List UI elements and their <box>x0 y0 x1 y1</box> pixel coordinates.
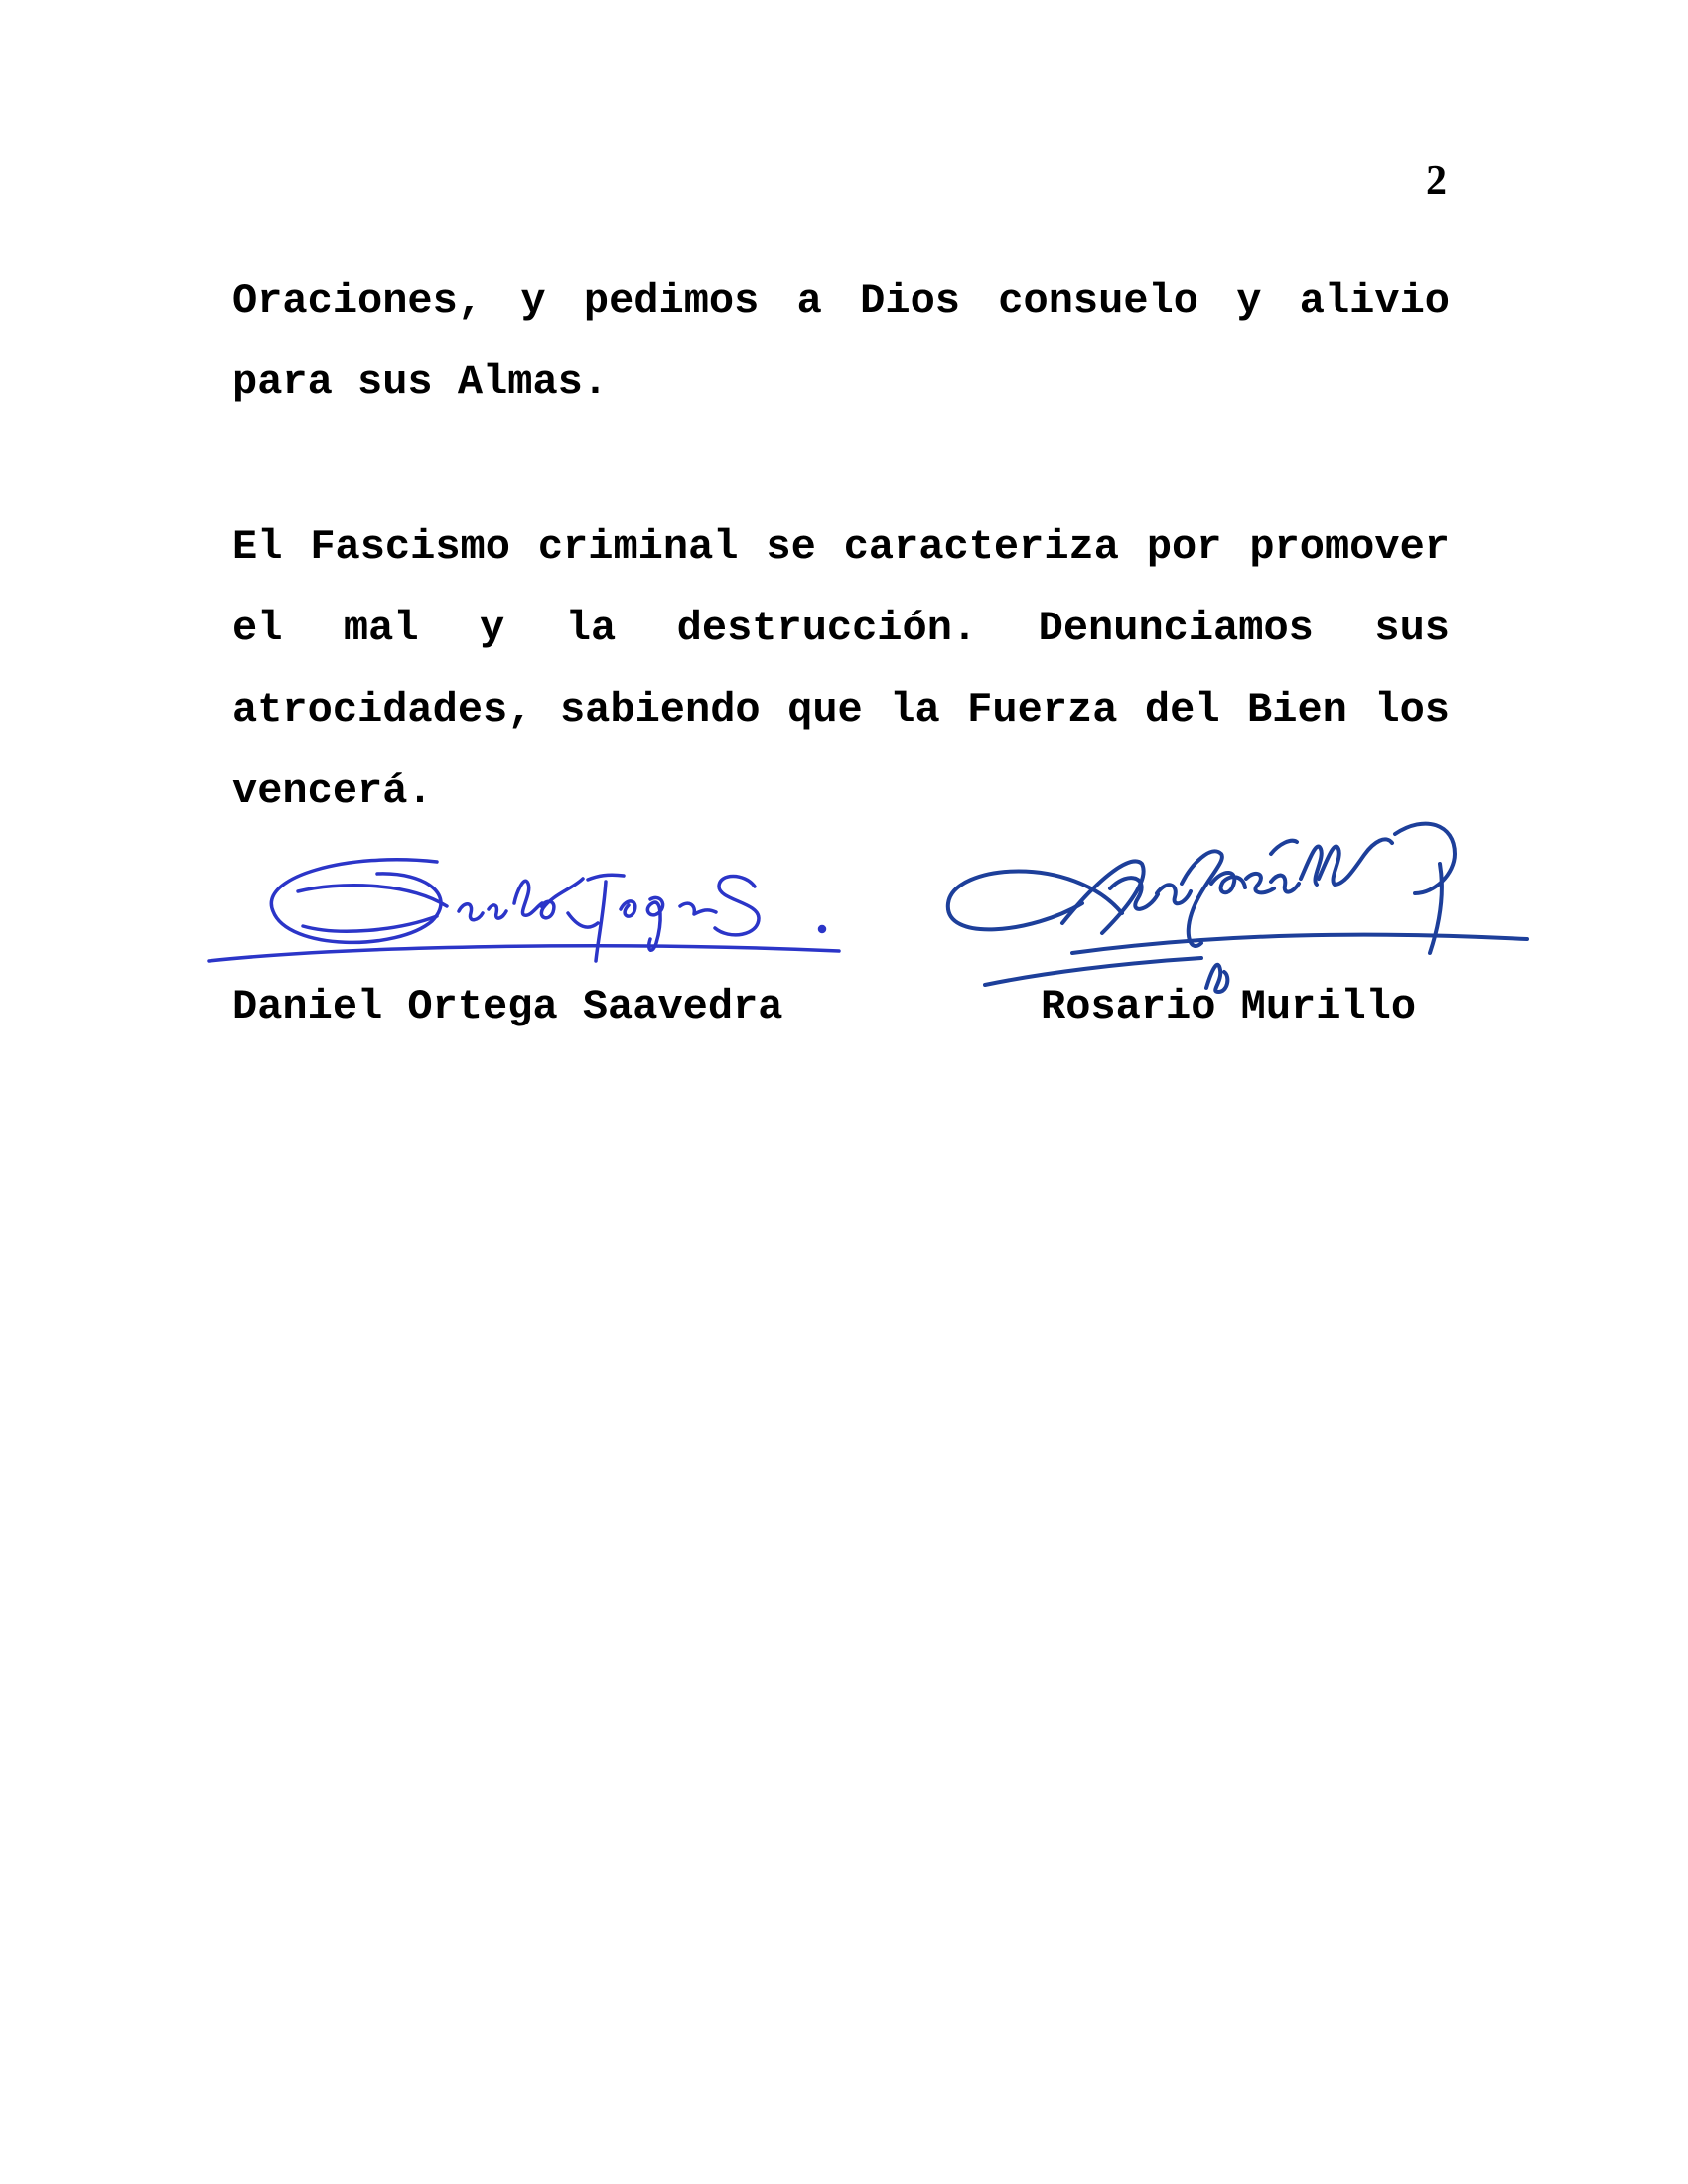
paragraph-2: El Fascismo criminal se caracteriza por promover el mal y la destrucción. Denunciamos sus atrocidades, sabiendo que la Fuerza del Bien los vencerá. <box>232 523 1450 815</box>
signature-daniel-ortega <box>199 852 854 991</box>
page-number: 2 <box>1426 158 1447 204</box>
signature-rosario-murillo <box>943 794 1549 1013</box>
paragraph-1: Oraciones, y pedimos a Dios consuelo y alivio para sus Almas. <box>232 277 1450 406</box>
signatory-name-right: Rosario Murillo <box>1041 983 1417 1030</box>
signatory-name-left: Daniel Ortega Saavedra <box>232 983 783 1030</box>
